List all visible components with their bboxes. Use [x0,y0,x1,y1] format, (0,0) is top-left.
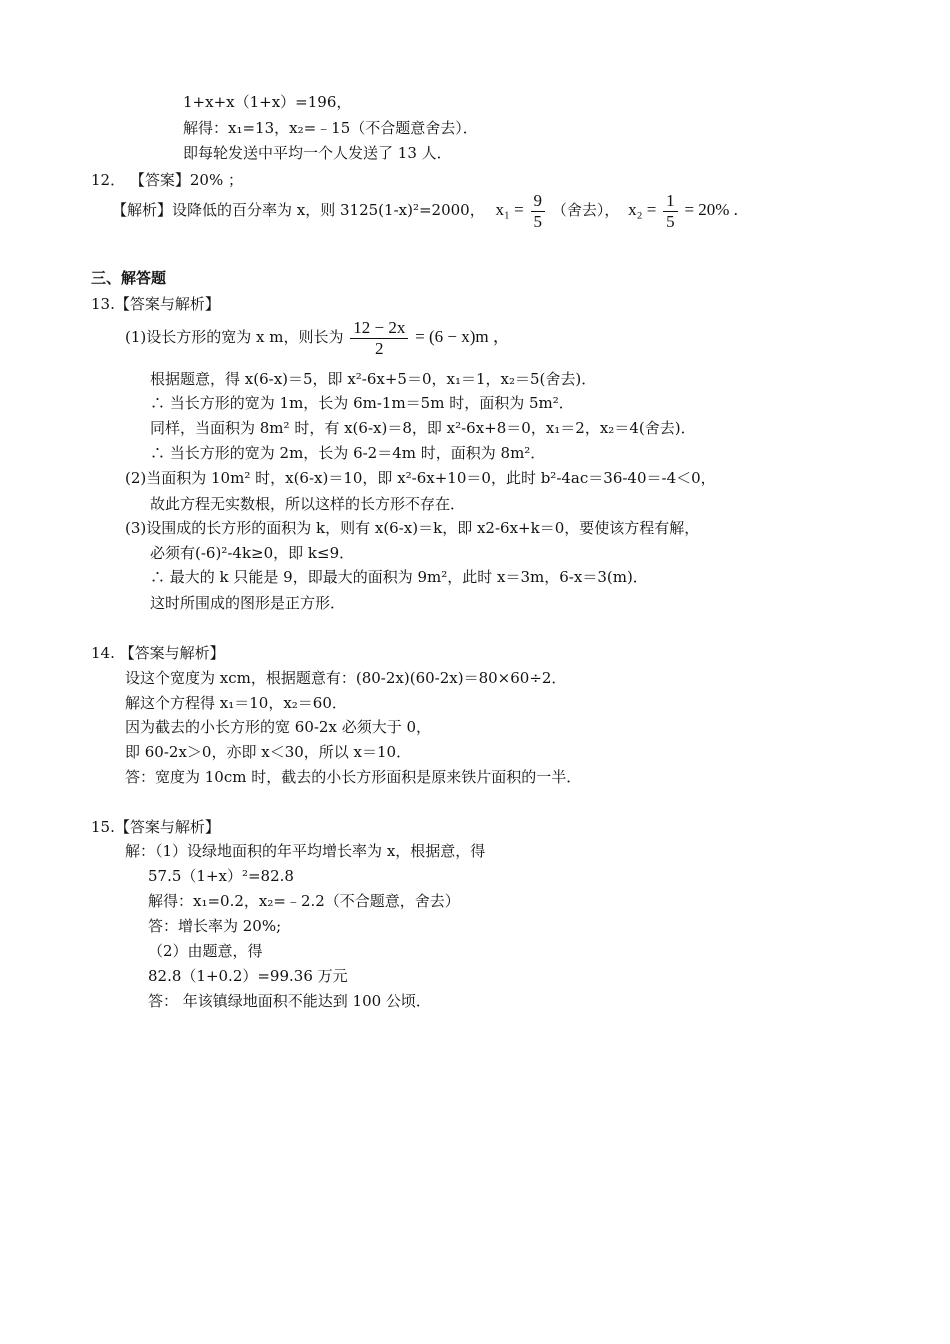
q13-line4: 同样，当面积为 8m² 时，有 x(6-x)＝8，即 x²-6x+8＝0，x₁＝2，x₂＝4(舍去)． [150,419,696,437]
q11-line1: 1+x+x（1+x）=196， [183,93,352,111]
q12-x2-denominator: 5 [666,211,675,231]
q14-line5: 答：宽度为 10cm 时，截去的小长方形面积是原来铁片面积的一半． [125,768,582,786]
q12-x2-label: x₂ = [628,200,657,219]
q13-line2: 根据题意，得 x(6-x)＝5，即 x²-6x+5＝0，x₁＝1，x₂＝5(舍去)． [150,370,597,388]
q13-line8: (3)设围成的长方形的面积为 k，则有 x(6-x)＝k，即 x2-6x+k＝0，要使该方程有解， [125,519,700,537]
q15-line7: 答： 年该镇绿地面积不能达到 100 公顷． [148,992,431,1010]
q13-line9: 必须有(-6)²-4k≥0，即 k≤9． [150,544,355,562]
q14-line3: 因为截去的小长方形的宽 60-2x 必须大于 0， [125,718,432,736]
q12-answer-line [91,170,243,190]
q12-x1-denominator: 5 [533,211,543,231]
q12-x2-fraction [663,191,678,232]
q13-line10: ∴ 最大的 k 只能是 9，即最大的面积为 9m²，此时 x＝3m，6-x＝3(m)． [150,568,648,586]
q12-x1-label: x₁ = [495,200,524,219]
q13-p1-denominator: 2 [375,338,384,358]
q12-x1-fraction [531,191,546,232]
q12-analysis-line [112,188,738,232]
q14-line1: 设这个宽度为 xcm，根据题意有：(80-2x)(60-2x)＝80×60÷2． [125,669,567,687]
q14-header: 14. 【答案与解析】 [91,644,225,662]
q15-line5: （2）由题意，得 [148,942,263,960]
q13-line11: 这时所围成的图形是正方形． [150,594,346,612]
q11-line3: 即每轮发送中平均一个人发送了 13 人． [183,144,452,162]
q15-line3: 解得：x₁=0.2，x₂=﹣2.2（不合题意，舍去） [148,892,460,910]
q13-p1-numerator: 12 − 2x [350,318,408,339]
q13-line5: ∴ 当长方形的宽为 2m，长为 6-2＝4m 时，面积为 8m²． [150,444,546,462]
q12-x2-numerator: 1 [663,191,678,212]
q13-line3: ∴ 当长方形的宽为 1m，长为 6m-1m＝5m 时，面积为 5m²． [150,394,574,412]
q13-p1-suffix: = (6 − x)m ， [415,327,510,346]
q15-header: 15.【答案与解析】 [91,818,220,836]
q15-line2: 57.5（1+x）²=82.8 [148,867,294,885]
q15-line4: 答：增长率为 20%; [148,917,282,935]
q13-p1-prefix: (1)设长方形的宽为 x m，则长为 [125,328,344,346]
q12-x1-note: （舍去）， [551,201,620,219]
q15-line6: 82.8（1+0.2）=99.36 万元 [148,967,348,985]
q12-analysis-prefix: 【解析】设降低的百分率为 x，则 3125(1-x)²=2000， [112,201,485,219]
q12-x2-tail: = 20% . [684,200,738,219]
section-3-title: 三、解答题 [91,269,167,287]
q14-line4: 即 60-2x＞0，亦即 x＜30，所以 x＝10． [125,743,412,761]
q12-answer: 【答案】20% ； [129,171,243,189]
q13-line7: 故此方程无实数根，所以这样的长方形不存在． [150,495,466,513]
q14-line2: 解这个方程得 x₁＝10，x₂＝60． [125,694,347,712]
q13-header: 13.【答案与解析】 [91,295,220,313]
q13-line6: (2)当面积为 10m² 时，x(6-x)＝10，即 x²-6x+10＝0，此时 b²-4ac＝36-40＝-4＜0， [125,469,716,487]
q13-p1-fraction [350,318,408,359]
q13-p1-line [125,315,510,359]
q12-number: 12． [91,171,126,189]
q15-line1: 解：（1）设绿地面积的年平均增长率为 x，根据意，得 [125,842,486,860]
q11-line2: 解得：x₁=13，x₂=﹣15（不合题意舍去）． [183,119,478,137]
q12-x1-numerator: 9 [531,191,546,212]
